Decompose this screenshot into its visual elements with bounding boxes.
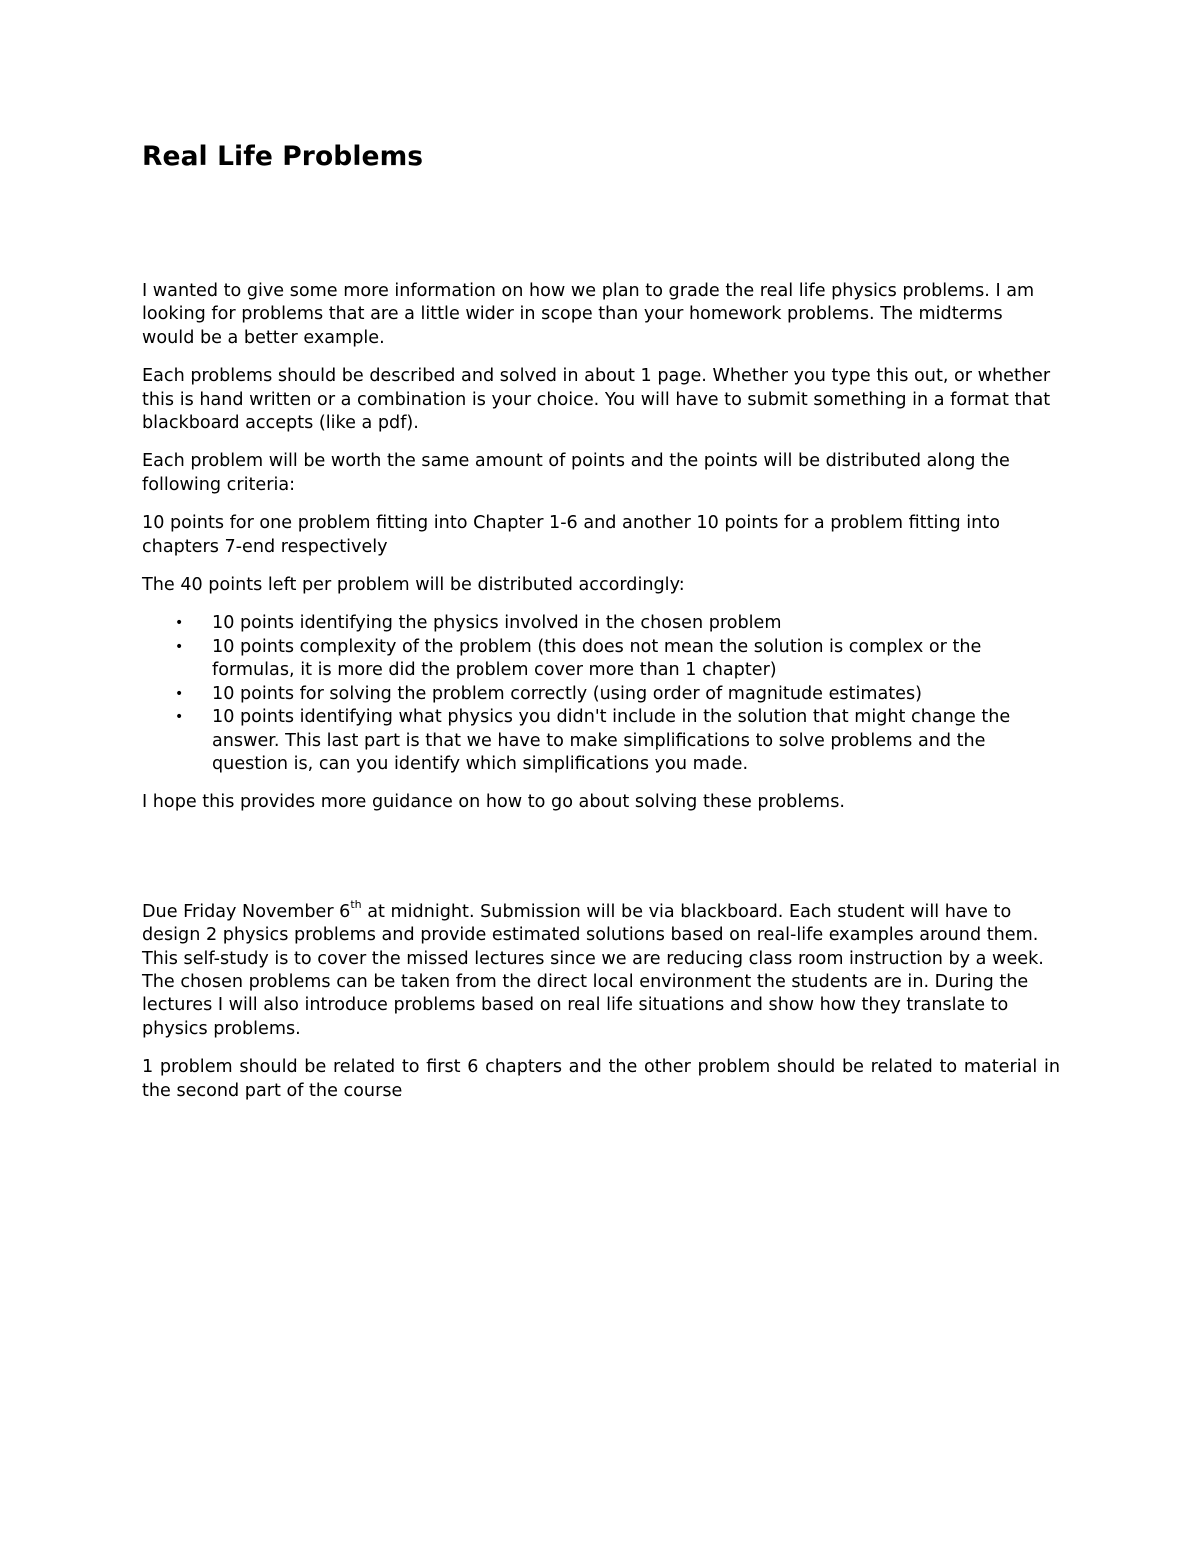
criteria-item-text: 10 points complexity of the problem (this does not mean the solution is complex or the formulas, it is more did the problem cover more than 1 chapter) [212,636,982,681]
document-title: Real Life Problems [142,141,424,172]
bullet-icon: • [175,685,184,702]
bullet-icon: • [175,709,184,726]
criteria-item-text: 10 points for solving the problem correctly (using order of magnitude estimates) [212,683,923,704]
chapter-points-paragraph: 10 points for one problem fitting into Chapter 1-6 and another 10 points for a problem fitting into chapters 7-end respectively [142,513,1000,557]
criteria-item-text: 10 points identifying the physics involved in the chosen problem [212,613,782,634]
final-paragraph: 1 problem should be related to first 6 chapters and the other problem should be related to material in the second part of the course [142,1057,1060,1101]
intro-paragraph: I wanted to give some more information on how we plan to grade the real life physics problems. I am looking for problems that are a little wider in scope than your homework problems. The midterms would be a better example. [142,281,1035,348]
due-date-prefix: Due Friday November 6 [142,901,351,922]
points-intro-paragraph: Each problem will be worth the same amount of points and the points will be distributed along the following criteria: [142,451,1010,495]
format-paragraph: Each problems should be described and solved in about 1 page. Whether you type this out, or whether this is hand written or a combination is your choice. You will have to submit something in a format that blackboard accepts (like a pdf). [142,366,1051,434]
document-body [142,138,1060,1103]
criteria-item [175,706,1060,776]
due-paragraph [142,897,1060,1041]
due-details: at midnight. Submission will be via blackboard. Each student will have to design 2 physics problems and provide estimated solutions based on real-life examples around them. This self-study is to cover the missed lectures since we are reducing class room instruction by a week. The chosen problems can be taken from the direct local environment the students are in. During the lectures I will also introduce problems based on real life situations and show how they translate to physics problems. [142,901,1044,1039]
remaining-points-paragraph: The 40 points left per problem will be distributed accordingly: [142,575,685,596]
criteria-item [175,612,1060,635]
criteria-item [175,683,1060,706]
criteria-list [142,612,1060,776]
bullet-icon: • [175,615,184,632]
due-date-suffix: th [350,897,362,911]
bullet-icon: • [175,638,184,655]
closing-paragraph: I hope this provides more guidance on how to go about solving these problems. [142,792,845,813]
criteria-item [175,636,1060,683]
criteria-item-text: 10 points identifying what physics you didn't include in the solution that might change the answer. This last part is that we have to make simplifications to solve problems and the question is, can you identify which simplifications you made. [212,707,1011,774]
